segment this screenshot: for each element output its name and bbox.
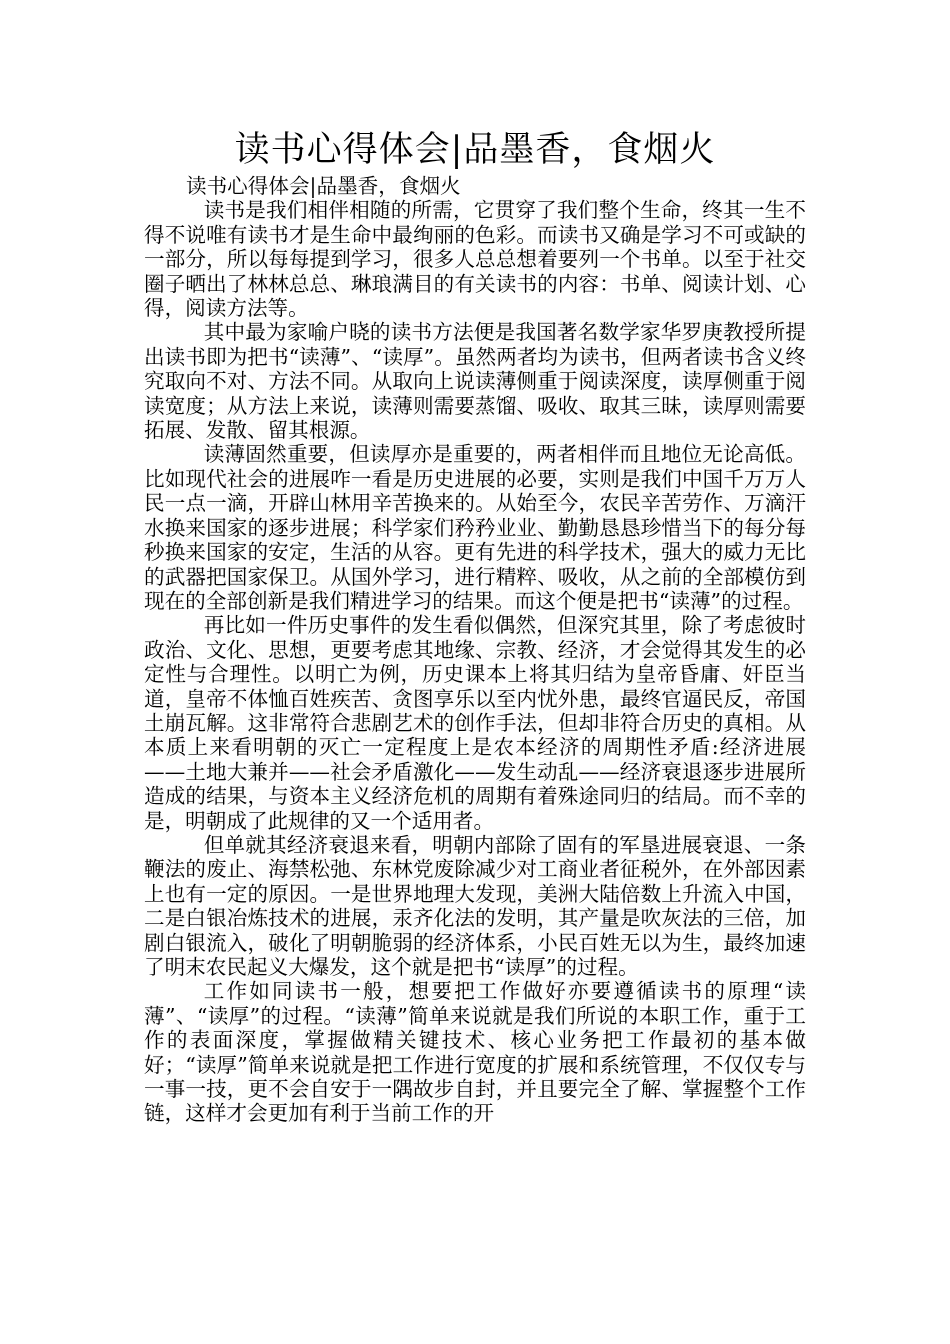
paragraph: 读书是我们相伴相随的所需，它贯穿了我们整个生命，终其一生不得不说唯有读书才是生命中最绚丽的色彩。而读书又确是学习不可或缺的一部分，所以每每提到学习，很多人总总想着要列一个书单。以至于社交圈子晒出了林林总总、琳琅满目的有关读书的内容：书单、阅读计划、心得，阅读方法等。 [144, 198, 806, 321]
paragraph: 但单就其经济衰退来看，明朝内部除了固有的军垦进展衰退、一条鞭法的废止、海禁松弛、东林党废除减少对工商业者征税外，在外部因素上也有一定的原因。一是世界地理大发现，美洲大陆倍数上升流入中国，二是白银冶炼技术的进展，汞齐化法的发明，其产量是吹灰法的三倍，加剧白银流入，破化了明朝脆弱的经济体系，小民百姓无以为生，最终加速了明末农民起义大爆发，这个就是把书“读厚”的过程。 [144, 832, 806, 979]
document-body [144, 174, 806, 1126]
document-subtitle: 读书心得体会|品墨香，食烟火 [186, 174, 461, 198]
paragraph: 工作如同读书一般，想要把工作做好亦要遵循读书的原理“读薄”、“读厚”的过程。“读薄”简单来说就是我们所说的本职工作，重于工作的表面深度，掌握做精关键技术、核心业务把工作最初的基本做好；“读厚”简单来说就是把工作进行宽度的扩展和系统管理，不仅仅专与一事一技，更不会自安于一隅故步自封，并且要完全了解、掌握整个工作链，这样才会更加有利于当前工作的开 [144, 979, 806, 1126]
paragraph: 其中最为家喻户晓的读书方法便是我国著名数学家华罗庚教授所提出读书即为把书“读薄”、“读厚”。虽然两者均为读书，但两者读书含义终究取向不对、方法不同。从取向上说读薄侧重于阅读深度，读厚侧重于阅读宽度；从方法上来说，读薄则需要蒸馏、吸收、取其三昧，读厚则需要拓展、发散、留其根源。 [144, 320, 806, 443]
document-title: 读书心得体会|品墨香，食烟火 [234, 130, 716, 170]
paragraph: 读薄固然重要，但读厚亦是重要的，两者相伴而且地位无论高低。比如现代社会的进展咋一看是历史进展的必要，实则是我们中国千万万人民一点一滴，开辟山林用辛苦换来的。从始至今，农民辛苦劳作、万滴汗水换来国家的逐步进展；科学家们矜矜业业、勤勤恳恳珍惜当下的每分每秒换来国家的安定，生活的从容。更有先进的科学技术，强大的威力无比的武器把国家保卫。从国外学习，进行精粹、吸收，从之前的全部模仿到现在的全部创新是我们精进学习的结果。而这个便是把书“读薄”的过程。 [144, 442, 806, 613]
paragraph: 再比如一件历史事件的发生看似偶然，但深究其里，除了考虑彼时政治、文化、思想，更要考虑其地缘、宗教、经济，才会觉得其发生的必定性与合理性。以明亡为例，历史课本上将其归结为皇帝昏庸、奸臣当道，皇帝不体恤百姓疾苦、贪图享乐以至内忧外患，最终官逼民反，帝国土崩瓦解。这非常符合悲剧艺术的创作手法，但却非符合历史的真相。从本质上来看明朝的灭亡一定程度上是农本经济的周期性矛盾:经济进展——土地大兼并——社会矛盾激化——发生动乱——经济衰退逐步进展所造成的结果，与资本主义经济危机的周期有着殊途同归的结局。而不幸的是，明朝成了此规律的又一个适用者。 [144, 613, 806, 833]
